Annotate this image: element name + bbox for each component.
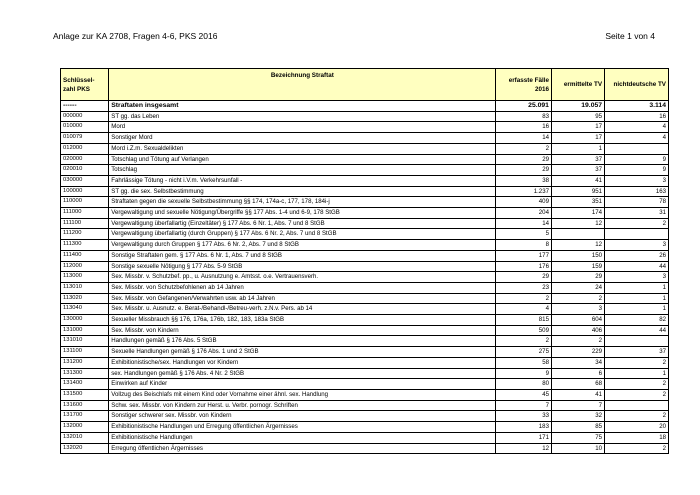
offense-cell: Sexueller Missbrauch §§ 176, 176a, 176b, 182, 183, 183a StGB	[109, 315, 496, 326]
suspects-cell: 17	[551, 133, 604, 144]
cases-cell: 177	[496, 250, 551, 261]
foreign-suspects-cell: 3	[605, 175, 669, 186]
foreign-suspects-cell	[605, 336, 669, 347]
document-header-left: Anlage zur KA 2708, Fragen 4-6, PKS 2016	[53, 31, 218, 41]
foreign-suspects-cell: 16	[605, 111, 669, 122]
suspects-cell: 32	[551, 411, 604, 422]
offense-cell: Straftaten insgesamt	[109, 101, 496, 112]
suspects-cell: 229	[551, 347, 604, 358]
foreign-suspects-cell: 37	[605, 347, 669, 358]
code-cell: 112000	[61, 261, 109, 272]
code-cell: 113020	[61, 293, 109, 304]
foreign-suspects-cell: 2	[605, 389, 669, 400]
suspects-cell	[551, 229, 604, 240]
table-row	[61, 293, 669, 304]
suspects-cell: 6	[551, 368, 604, 379]
code-cell: 132020	[61, 443, 109, 454]
table-row	[61, 389, 669, 400]
table-body	[61, 101, 669, 454]
cases-cell: 815	[496, 315, 551, 326]
foreign-suspects-cell: 2	[605, 379, 669, 390]
offense-cell: Exhibitionistische Handlungen	[109, 432, 496, 443]
cases-cell: 23	[496, 282, 551, 293]
table-row	[61, 186, 669, 197]
offense-cell: Straftaten gegen die sexuelle Selbstbestimmung §§ 174, 174a-c, 177, 178, 184i-j	[109, 197, 496, 208]
code-cell: 131000	[61, 325, 109, 336]
cases-cell: 204	[496, 208, 551, 219]
suspects-cell: 41	[551, 175, 604, 186]
code-cell: 113010	[61, 282, 109, 293]
suspects-cell: 24	[551, 282, 604, 293]
suspects-cell: 85	[551, 422, 604, 433]
foreign-suspects-cell: 82	[605, 315, 669, 326]
foreign-suspects-cell: 26	[605, 250, 669, 261]
code-cell: 012000	[61, 143, 109, 154]
suspects-cell: 2	[551, 336, 604, 347]
cases-cell: 14	[496, 133, 551, 144]
table-row	[61, 411, 669, 422]
table-row	[61, 122, 669, 133]
cases-cell: 7	[496, 400, 551, 411]
code-cell: 030000	[61, 175, 109, 186]
table-row	[61, 368, 669, 379]
foreign-suspects-cell: 9	[605, 165, 669, 176]
cases-cell: 2	[496, 336, 551, 347]
suspects-cell: 951	[551, 186, 604, 197]
foreign-suspects-cell: 31	[605, 208, 669, 219]
offense-cell: Totschlag und Tötung auf Verlangen	[109, 154, 496, 165]
cases-cell: 509	[496, 325, 551, 336]
suspects-cell: 12	[551, 218, 604, 229]
offense-cell: Mord i.Z.m. Sexualdelikten	[109, 143, 496, 154]
code-cell: 020010	[61, 165, 109, 176]
cases-cell: 4	[496, 304, 551, 315]
foreign-suspects-cell: 44	[605, 325, 669, 336]
table-row	[61, 315, 669, 326]
suspects-cell: 34	[551, 357, 604, 368]
offense-cell: Totschlag	[109, 165, 496, 176]
code-cell: 111100	[61, 218, 109, 229]
suspects-cell: 7	[551, 400, 604, 411]
cases-cell: 171	[496, 432, 551, 443]
offense-cell: Sonstiger Mord	[109, 133, 496, 144]
code-cell: 131010	[61, 336, 109, 347]
code-cell: 111300	[61, 240, 109, 251]
table-row	[61, 154, 669, 165]
code-cell: 131300	[61, 368, 109, 379]
cases-cell: 1.237	[496, 186, 551, 197]
code-cell: 010079	[61, 133, 109, 144]
table-row	[61, 165, 669, 176]
cases-cell: 2	[496, 143, 551, 154]
foreign-suspects-cell: 3.114	[605, 101, 669, 112]
suspects-cell: 19.057	[551, 101, 604, 112]
cases-cell: 33	[496, 411, 551, 422]
offense-cell: Vergewaltigung überfallartig (Einzeltäter) § 177 Abs. 6 Nr. 1, Abs. 7 und 8 StGB	[109, 218, 496, 229]
suspects-cell: 68	[551, 379, 604, 390]
code-cell: 113000	[61, 272, 109, 283]
offense-cell: Erregung öffentlichen Ärgernisses	[109, 443, 496, 454]
foreign-suspects-cell: 4	[605, 122, 669, 133]
table-row	[61, 208, 669, 219]
table-row	[61, 175, 669, 186]
cases-cell: 8	[496, 240, 551, 251]
cases-cell: 275	[496, 347, 551, 358]
offense-cell: Sonstige Straftaten gem. § 177 Abs. 6 Nr. 1, Abs. 7 und 8 StGB	[109, 250, 496, 261]
cases-cell: 9	[496, 368, 551, 379]
cases-cell: 25.091	[496, 101, 551, 112]
foreign-suspects-cell: 2	[605, 443, 669, 454]
suspects-cell: 2	[551, 293, 604, 304]
table-row	[61, 218, 669, 229]
offense-cell: Sex. Missbr. v. Schutzbef. pp., u. Ausnutzung e. Amtsst. o.e. Vertrauensverh.	[109, 272, 496, 283]
code-cell: 020000	[61, 154, 109, 165]
offense-cell: Mord	[109, 122, 496, 133]
code-cell: 132010	[61, 432, 109, 443]
suspects-cell: 95	[551, 111, 604, 122]
code-cell: 000000	[61, 111, 109, 122]
cases-cell: 12	[496, 443, 551, 454]
foreign-suspects-cell: 2	[605, 411, 669, 422]
suspects-cell: 75	[551, 432, 604, 443]
code-cell: 130000	[61, 315, 109, 326]
offense-cell: ST gg. die sex. Selbstbestimmung	[109, 186, 496, 197]
table-row	[61, 325, 669, 336]
cases-cell: 38	[496, 175, 551, 186]
cases-cell: 409	[496, 197, 551, 208]
table-row	[61, 432, 669, 443]
offense-cell: Sex. Missbr. von Gefangenen/Verwahrten usw. ab 14 Jahren	[109, 293, 496, 304]
cases-cell: 29	[496, 165, 551, 176]
foreign-suspects-cell: 2	[605, 357, 669, 368]
suspects-cell: 604	[551, 315, 604, 326]
suspects-cell: 159	[551, 261, 604, 272]
cases-cell: 183	[496, 422, 551, 433]
column-header-cases: erfasste Fälle 2016	[496, 69, 551, 101]
table-row	[61, 443, 669, 454]
offense-cell: Fahrlässige Tötung - nicht i.V.m. Verkehrsunfall -	[109, 175, 496, 186]
table-row	[61, 422, 669, 433]
suspects-cell: 41	[551, 389, 604, 400]
code-cell: 111200	[61, 229, 109, 240]
table-row	[61, 229, 669, 240]
suspects-cell: 174	[551, 208, 604, 219]
table-row	[61, 133, 669, 144]
foreign-suspects-cell: 2	[605, 218, 669, 229]
foreign-suspects-cell: 3	[605, 240, 669, 251]
offense-cell: Vergewaltigung durch Gruppen § 177 Abs. 6 Nr. 2, Abs. 7 und 8 StGB	[109, 240, 496, 251]
table-row	[61, 143, 669, 154]
foreign-suspects-cell	[605, 229, 669, 240]
table-row	[61, 261, 669, 272]
foreign-suspects-cell	[605, 143, 669, 154]
code-cell: 100000	[61, 186, 109, 197]
code-cell: 110000	[61, 197, 109, 208]
table-row	[61, 336, 669, 347]
column-header-suspects: ermittelte TV	[551, 69, 604, 101]
table-header-row	[61, 69, 669, 101]
cases-cell: 2	[496, 293, 551, 304]
offense-cell: Exhibitionistische Handlungen und Erregung öffentlichen Ärgernisses	[109, 422, 496, 433]
suspects-cell: 37	[551, 154, 604, 165]
code-cell: 131200	[61, 357, 109, 368]
table-row	[61, 357, 669, 368]
offense-cell: Vergewaltigung überfallartig (durch Gruppen) § 177 Abs. 6 Nr. 2, Abs. 7 und 8 StGB	[109, 229, 496, 240]
code-cell: 131400	[61, 379, 109, 390]
offense-cell: Vergewaltigung und sexuelle Nötigung/Übergriffe §§ 177 Abs. 1-4 und 6-9, 178 StGB	[109, 208, 496, 219]
foreign-suspects-cell: 78	[605, 197, 669, 208]
offense-cell: Sex. Missbr. von Kindern	[109, 325, 496, 336]
code-cell: 111000	[61, 208, 109, 219]
column-header-foreign-suspects: nichtdeutsche TV	[605, 69, 669, 101]
code-cell: 010000	[61, 122, 109, 133]
crime-statistics-table	[60, 68, 669, 454]
table-row	[61, 304, 669, 315]
foreign-suspects-cell	[605, 400, 669, 411]
suspects-cell: 351	[551, 197, 604, 208]
table-row	[61, 347, 669, 358]
page-indicator: Seite 1 von 4	[605, 31, 655, 41]
foreign-suspects-cell: 18	[605, 432, 669, 443]
offense-cell: Handlungen gemäß § 176 Abs. 5 StGB	[109, 336, 496, 347]
code-cell: 132000	[61, 422, 109, 433]
offense-cell: Exhibitionistische/sex. Handlungen vor Kindern	[109, 357, 496, 368]
suspects-cell: 150	[551, 250, 604, 261]
foreign-suspects-cell: 4	[605, 133, 669, 144]
cases-cell: 29	[496, 154, 551, 165]
column-header-offense: Bezeichnung Straftat	[109, 69, 496, 101]
foreign-suspects-cell: 1	[605, 282, 669, 293]
suspects-cell: 406	[551, 325, 604, 336]
offense-cell: Sonstiger schwerer sex. Missbr. von Kindern	[109, 411, 496, 422]
table-row	[61, 282, 669, 293]
offense-cell: Sex. Missbr. von Schutzbefohlenen ab 14 Jahren	[109, 282, 496, 293]
offense-cell: Sexuelle Handlungen gemäß § 176 Abs. 1 und 2 StGB	[109, 347, 496, 358]
foreign-suspects-cell: 1	[605, 304, 669, 315]
offense-cell: ST gg. das Leben	[109, 111, 496, 122]
cases-cell: 14	[496, 218, 551, 229]
code-cell: 131500	[61, 389, 109, 400]
cases-cell: 45	[496, 389, 551, 400]
total-row	[61, 101, 669, 112]
table-row	[61, 400, 669, 411]
foreign-suspects-cell: 9	[605, 154, 669, 165]
table-row	[61, 240, 669, 251]
cases-cell: 176	[496, 261, 551, 272]
cases-cell: 58	[496, 357, 551, 368]
cases-cell: 5	[496, 229, 551, 240]
suspects-cell: 12	[551, 240, 604, 251]
offense-cell: Vollzug des Beischlafs mit einem Kind oder Vornahme einer ähnl. sex. Handlung	[109, 389, 496, 400]
column-header-code: Schlüssel-zahl PKS	[61, 69, 109, 101]
table-row	[61, 111, 669, 122]
offense-cell: Sex. Missbr. u. Ausnutz. e. Berat-/Behandl-/Betreu-verh. z.N.v. Pers. ab 14	[109, 304, 496, 315]
suspects-cell: 37	[551, 165, 604, 176]
foreign-suspects-cell: 44	[605, 261, 669, 272]
suspects-cell: 17	[551, 122, 604, 133]
suspects-cell: 1	[551, 143, 604, 154]
table-row	[61, 197, 669, 208]
foreign-suspects-cell: 20	[605, 422, 669, 433]
cases-cell: 80	[496, 379, 551, 390]
code-cell: 131600	[61, 400, 109, 411]
table-row	[61, 272, 669, 283]
offense-cell: sex. Handlungen gemäß § 176 Abs. 4 Nr. 2 StGB	[109, 368, 496, 379]
code-cell: 111400	[61, 250, 109, 261]
cases-cell: 83	[496, 111, 551, 122]
code-cell: 131100	[61, 347, 109, 358]
code-cell: ------	[61, 101, 109, 112]
foreign-suspects-cell: 1	[605, 368, 669, 379]
foreign-suspects-cell: 3	[605, 272, 669, 283]
table-row	[61, 250, 669, 261]
offense-cell: Sonstige sexuelle Nötigung § 177 Abs. 5-9 StGB	[109, 261, 496, 272]
table-row	[61, 379, 669, 390]
suspects-cell: 29	[551, 272, 604, 283]
foreign-suspects-cell: 1	[605, 293, 669, 304]
suspects-cell: 3	[551, 304, 604, 315]
offense-cell: Schw. sex. Missbr. von Kindern zur Herst. u. Verbr. pornogr. Schriften	[109, 400, 496, 411]
code-cell: 113040	[61, 304, 109, 315]
offense-cell: Einwirken auf Kinder	[109, 379, 496, 390]
code-cell: 131700	[61, 411, 109, 422]
cases-cell: 29	[496, 272, 551, 283]
foreign-suspects-cell: 163	[605, 186, 669, 197]
suspects-cell: 10	[551, 443, 604, 454]
cases-cell: 16	[496, 122, 551, 133]
